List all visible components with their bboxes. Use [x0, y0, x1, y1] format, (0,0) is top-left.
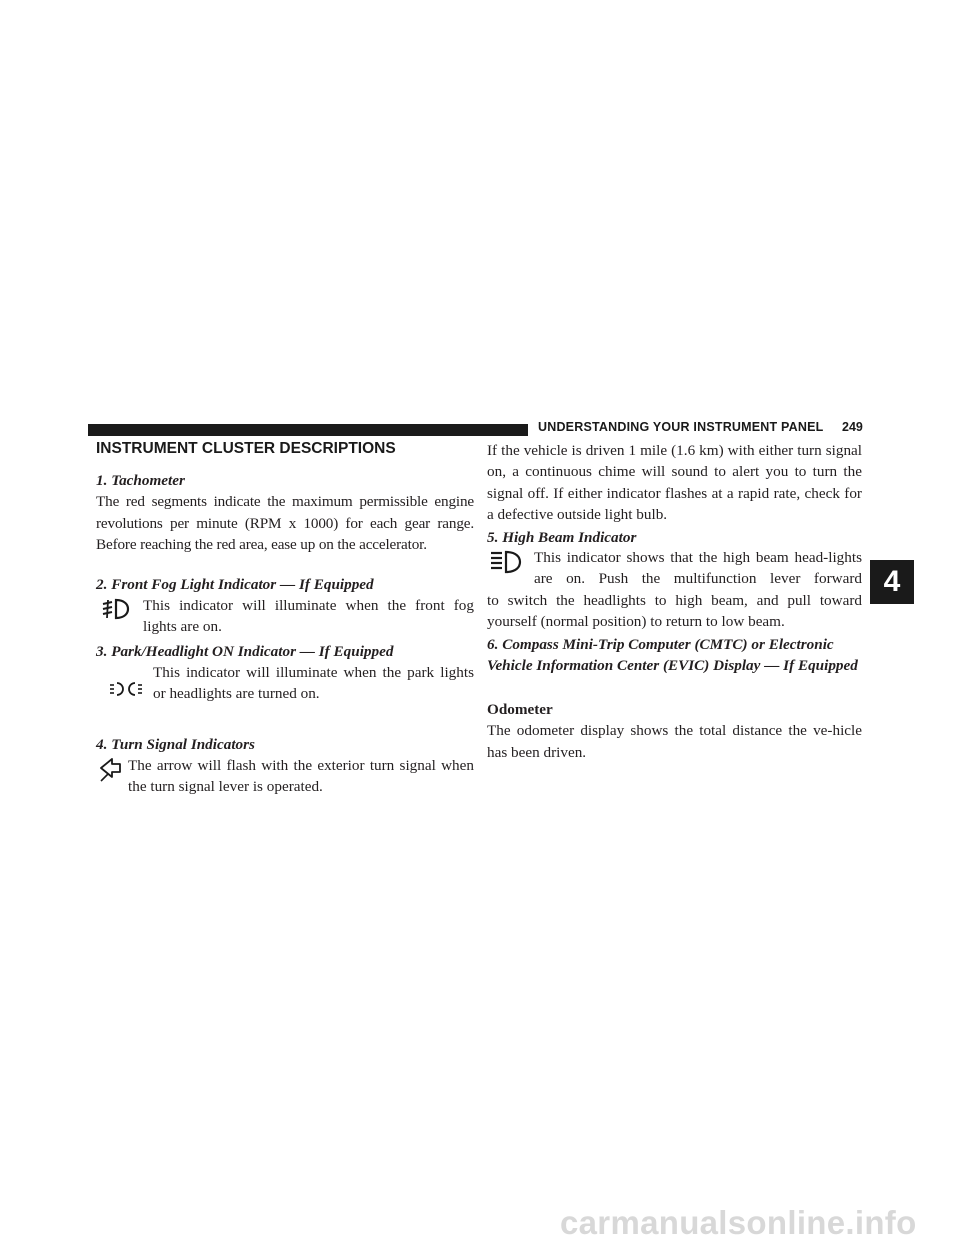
high-beam-body-first: This indicator shows that the high beam head-lights are on. Push the multifunction lever forward — [534, 549, 862, 588]
watermark: carmanualsonline.info — [560, 1204, 917, 1241]
page-number: 249 — [842, 420, 863, 434]
running-header-title: UNDERSTANDING YOUR INSTRUMENT PANEL — [538, 420, 824, 434]
cmtc-heading: 6. Compass Mini-Trip Computer (CMTC) or Electronic Vehicle Information Center (EVIC) Display — If Equipped — [487, 636, 858, 675]
fog-heading: 2. Front Fog Light Indicator — If Equipped — [96, 576, 374, 593]
turn-heading: 4. Turn Signal Indicators — [96, 736, 255, 753]
high-beam-body-rest: to switch the headlights to high beam, and pull toward yourself (normal position) to return to low beam. — [487, 592, 862, 631]
park-section — [96, 641, 474, 662]
tachometer-section — [96, 470, 474, 556]
park-headlight-icon — [108, 680, 144, 698]
turn-signal-arrow-icon — [98, 756, 124, 784]
turn-body: The arrow will flash with the exterior turn signal when the turn signal lever is operated. — [128, 757, 474, 796]
high-beam-icon — [488, 548, 524, 578]
odometer-section — [487, 699, 862, 763]
turn-section — [96, 734, 474, 755]
high-beam-heading: 5. High Beam Indicator — [487, 529, 637, 546]
turn-continued-body: If the vehicle is driven 1 mile (1.6 km) with either turn signal on, a continuous chime will sound to alert you to turn the signal off. If either indicator flashes at a rapid rate, check for a defective outside light bulb. — [487, 442, 862, 524]
park-heading: 3. Park/Headlight ON Indicator — If Equipped — [96, 643, 394, 660]
high-beam-section — [487, 527, 862, 548]
chapter-tab: 4 — [870, 560, 914, 604]
header-rule — [88, 424, 528, 436]
tachometer-heading: 1. Tachometer — [96, 472, 185, 489]
odometer-heading: Odometer — [487, 701, 553, 718]
section-title: INSTRUMENT CLUSTER DESCRIPTIONS — [96, 440, 396, 457]
tachometer-body: The red segments indicate the maximum permissible engine revolutions per minute (RPM x 1000) for each gear range. Before reaching the red area, ease up on the accelerator. — [96, 493, 474, 554]
front-fog-light-icon — [100, 597, 130, 621]
cmtc-section — [487, 634, 862, 677]
fog-body: This indicator will illuminate when the front fog lights are on. — [143, 597, 474, 636]
fog-section — [96, 574, 474, 595]
odometer-body: The odometer display shows the total distance the ve-hicle has been driven. — [487, 722, 862, 761]
park-body: This indicator will illuminate when the park lights or headlights are turned on. — [153, 664, 474, 703]
